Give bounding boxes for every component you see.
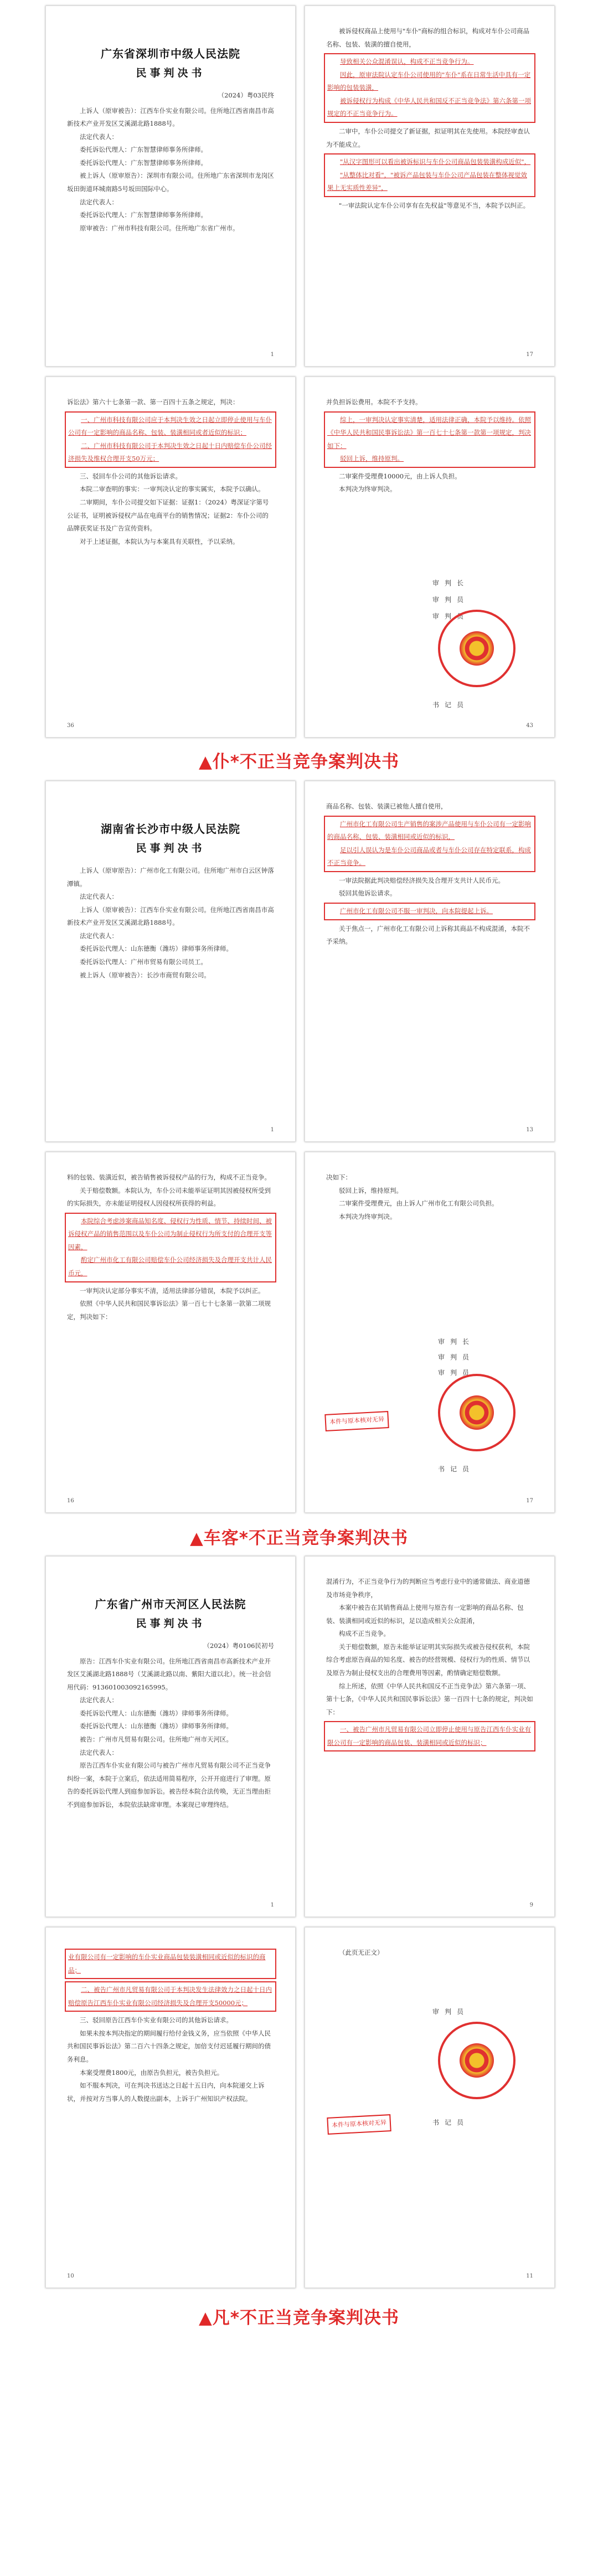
paragraph: 二审案件受理费元，由上诉人广州市化工有限公司负担。 [339,1199,498,1208]
paragraph: 商品名称、包装、装潢已被他人擅自使用， [326,802,447,810]
page-number: 17 [526,1497,533,1504]
paragraph: 原告：江西车仆实业有限公司。住所地江西省南昌市高新技术产业开发区艾溪湖北路1888号（艾溪湖北路以南、紫阳大道以北）。统一社会信用代码：913601003092165995。 [67,1657,271,1691]
paragraph: 委托诉讼代理人：广东智慧律师事务所律师。 [80,211,207,219]
s1-page4 [305,377,555,738]
page-number: 36 [67,722,74,729]
s1-page2 [305,6,555,367]
court-seal [438,610,515,687]
paragraph: 本案受理费1800元，由原告负担元，被告负担元。 [80,2068,224,2077]
signature-clerk: 书记员 [438,1465,475,1473]
paragraph: 本判决为终审判决。 [339,1212,396,1220]
highlighted-paragraph: 本院综合考虑涉案商品知名度、侵权行为性质、情节、持续时间、被诉侵权产品的销售范围以及车仆公司为制止侵权行为所支付的合理开支等因素， [68,1217,272,1251]
section-banner: ▲车客*不正当竞争案判决书 [189,1528,409,1548]
signature-judge-chief: 审判长 [432,579,470,587]
paragraph: 上诉人（原审被告）：江西车仆实业有限公司。住所地江西省南昌市高新技术产业开发区艾溪湖北路1888号。 [67,905,274,927]
highlighted-paragraph: 足以引人误认为是车仆公司商品或者与车仆公司存在特定联系，构成不正当竞争。 [327,846,531,867]
highlighted-paragraph: 因此，原审法院认定车仆公司使用的"车仆"系在日常生活中具有一定影响的包装装潢， [327,70,531,92]
court-name: 广东省广州市天河区人民法院 [95,1598,246,1611]
highlight-box [65,411,276,468]
paragraph: 上诉人（原审原告）：广州市化工有限公司。住所地广州市白云区钟落潭镇。 [67,867,274,888]
page-number: 1 [270,1126,274,1133]
paragraph: 法定代表人： [80,1696,118,1704]
signature-judge: 审判员 [438,1369,475,1377]
paragraph: 关于赔偿数额，原告未能举证证明其实际损失或被告侵权获利，本院综合考虑原告商品的知名度、被告的经营规模、侵权行为的性质、情节以及原告为制止侵权支出的合理费用等因素，酌情确定赔偿数额。 [326,1642,530,1677]
national-emblem-icon [460,631,494,666]
paragraph: 关于赔偿数额。本院认为，车仆公司未能举证证明其因被侵权所受到的实际损失，亦未能证明侵权人因侵权所获得的利益。 [67,1186,271,1208]
paragraph: 法定代表人： [80,1748,118,1756]
highlight-box [324,411,535,468]
highlighted-paragraph: 二、广州市科技有限公司于本判决生效之日起十日内赔偿车仆公司经济损失及维权合理开支50万元； [68,441,272,463]
highlighted-paragraph: 酌定广州市化工有限公司赔偿车仆公司经济损失及合理开支共计人民币元， [68,1256,272,1277]
court-seal [438,2022,515,2099]
highlighted-paragraph: 广州市化工有限公司生产销售的案涉产品使用与车仆公司有一定影响的商品名称、包装、装潢相同或近似的标识， [327,820,531,841]
s2-page4 [305,1152,555,1513]
paragraph: 委托诉讼代理人：广东智慧律师事务所律师。 [80,158,207,167]
paragraph: 二审中，车仆公司提交了新证据，拟证明其在先使用。本院经审查认为不能成立。 [326,127,530,148]
page-number: 43 [526,722,533,729]
s3-page2 [305,1556,555,1917]
document-type: 民事判决书 [136,842,205,854]
paragraph: 本院二审查明的事实：一审判决认定的事实属实，本院予以确认。 [80,485,265,493]
paragraph: 一审法院据此判决赔偿经济损失及合理开支共计人民币元。 [339,876,504,884]
paragraph: 委托诉讼代理人：山东德衡（潍坊）律师事务所律师。 [80,1709,233,1717]
paragraph: 依照《中华人民共和国民事诉讼法》第一百七十七条第一款第二项规定，判决如下： [67,1300,271,1321]
paragraph: 二审期间，车仆公司提交如下证据：证据1：（2024）粤深证字第号公证书，证明被诉侵权产品在电商平台的销售情况；证据2：车仆公司的品牌获奖证书及广告宣传资料。 [67,498,269,533]
signature-judge: 审判员 [432,612,470,620]
paragraph: 并负担诉讼费用。本院不予支持。 [326,398,422,406]
page-number: 13 [526,1126,533,1133]
paragraph: 综上所述，依照《中华人民共和国反不正当竞争法》第六条第一项、第十七条，《中华人民共和国民事诉讼法》第一百四十七条的规定，判决如下： [326,1682,533,1716]
document-type: 民事判决书 [136,67,205,79]
paragraph: 二审案件受理费10000元，由上诉人负担。 [339,472,461,480]
s1-page3 [45,377,296,738]
national-emblem-icon [460,1395,494,1430]
paragraph: 委托诉讼代理人：广东智慧律师事务所律师。 [80,146,207,154]
s2-page1 [45,781,296,1142]
signature-judge: 审判员 [432,2008,470,2016]
signature-clerk: 书记员 [432,2119,470,2126]
paragraph: 原审被告：广州市科技有限公司。住所地广东省广州市。 [80,224,239,232]
highlighted-paragraph: 导致相关公众混淆误认，构成不正当竞争行为。 [340,58,474,66]
court-seal [438,1374,515,1451]
paragraph: 原告江西车仆实业有限公司与被告广州市凡贸易有限公司不正当竞争纠纷一案，本院于立案后，依法适用简易程序，公开开庭进行了审理。原告的委托诉讼代理人到庭参加诉讼。被告经本院合法传唤，无正当理由拒不到庭参加诉讼，本院依法缺席审理。本案现已审理终结。 [67,1761,271,1809]
paragraph: 被上诉人（原审被告）：长沙市商贸有限公司。 [80,971,210,979]
signature-clerk: 书记员 [432,701,470,709]
paragraph: 混淆行为，不正当竞争行为的判断应当考虑行业中的通常做法、商业道德及市场竞争秩序， [326,1578,530,1599]
case-number: （2024）粤03民终 [218,91,274,99]
highlight-box [324,816,535,872]
highlight-box [324,903,535,920]
page-number: 11 [526,2273,533,2279]
document-type: 民事判决书 [136,1617,205,1630]
s3-page1 [45,1556,296,1917]
paragraph: 料的包装、装潢近似，被告销售被诉侵权产品的行为，构成不正当竞争。 [67,1173,271,1181]
paragraph: 法定代表人： [80,893,118,901]
highlight-box [324,1721,535,1751]
page-number: 16 [67,1497,74,1504]
page-number: 1 [270,1902,274,1908]
paragraph: 本案中被告在其销售商品上使用与原告有一定影响的商品名称、包装、装潢相同或近似的标识，足以造成相关公众混淆， [326,1604,524,1625]
highlighted-paragraph: 综上，一审判决认定事实清楚，适用法律正确，本院予以维持。依照《中华人民共和国民事诉讼法》第一百七十七条第一款第一项规定，判决如下： [327,415,531,450]
paragraph: 如不服本判决，可在判决书送达之日起十五日内，向本院递交上诉状，并按对方当事人的人数提出副本，上诉于广州知识产权法院。 [67,2082,265,2103]
case-number: （2024）粤0106民初号 [203,1642,274,1650]
paragraph: 驳回其他诉讼请求。 [339,889,396,898]
paragraph: 法定代表人： [80,198,118,206]
page-number: 10 [67,2273,74,2279]
court-name: 广东省深圳市中级人民法院 [101,47,240,60]
verification-stamp: 本件与原本核对无异 [324,1411,389,1431]
paragraph: 本判决为终审判决。 [339,485,396,493]
paragraph: 诉讼法》第六十七条第一款、第一百四十五条之规定，判决： [67,398,239,406]
highlight-box [324,153,535,197]
section-banner: ▲凡*不正当竞争案判决书 [198,2308,400,2328]
national-emblem-icon [460,2043,494,2078]
highlight-box [65,1949,276,1979]
paragraph: 构成不正当竞争。 [339,1630,390,1638]
s2-page2 [305,781,555,1142]
paragraph: 被上诉人（原审原告）：深圳市有限公司。住所地广东省深圳市龙岗区坂田街道环城南路5号坂田国际中心。 [67,172,274,193]
page-number: 17 [526,351,533,358]
paragraph: 上诉人（原审被告）：江西车仆实业有限公司。住所地江西省南昌市高新技术产业开发区艾溪湖北路1888号。 [67,106,274,128]
paragraph: 对于上述证据，本院认为与本案具有关联性，予以采纳。 [80,537,239,545]
highlighted-paragraph: "从整体比对看"，"被诉产品包装与车仆公司产品包装在整体视觉效果上无实质性差异"， [327,171,527,192]
section-banner: ▲仆*不正当竞争案判决书 [198,752,400,772]
highlighted-paragraph: 被诉侵权行为构成《中华人民共和国反不正当竞争法》第六条第一项规定的不正当竞争行为。 [327,96,531,118]
page-number: 9 [529,1902,533,1908]
paragraph: 如果未按本判决指定的期间履行给付金钱义务，应当依照《中华人民共和国民事诉讼法》第二百六十四条之规定，加倍支付迟延履行期间的债务利息。 [67,2029,271,2063]
highlighted-paragraph: "从汉字图形可以看出被诉标识与车仆公司商品包装装潢构成近似"， [340,158,531,166]
paragraph: 三、驳回原告江西车仆实业有限公司的其他诉讼请求。 [80,2016,233,2024]
paragraph: 法定代表人： [80,132,118,141]
s1-page1 [45,6,296,367]
signature-judge-chief: 审判长 [438,1338,475,1346]
paragraph: 被告：广州市凡贸易有限公司。住所地广州市天河区。 [80,1735,233,1743]
highlighted-paragraph: 一、广州市科技有限公司应于本判决生效之日起立即停止使用与车仆公司有一定影响的商品名称、包装、装潢相同或者近似的标识； [68,415,272,437]
paragraph: 委托诉讼代理人：山东德衡（潍坊）律师事务所律师。 [80,945,233,953]
court-name: 湖南省长沙市中级人民法院 [101,822,240,836]
signature-judge: 审判员 [432,596,470,604]
s2-page3 [45,1152,296,1513]
paragraph: 关于焦点一，广州市化工有限公司上诉称其商品不构成混淆，本院不予采纳。 [326,924,530,946]
signature-judge: 审判员 [438,1353,475,1361]
paragraph: "一审法院认定车仆公司享有在先权益"等意见不当，本院予以纠正。 [339,201,530,209]
highlighted-paragraph: 一、被告广州市凡贸易有限公司立即停止使用与原告江西车仆实业有限公司有一定影响的商品包装、装潢相同或近似的标识； [327,1725,531,1746]
paragraph: 三、驳回车仆公司的其他诉讼请求。 [80,472,182,480]
paragraph: 一审判决认定部分事实不清，适用法律部分错误，本院予以纠正。 [80,1286,265,1295]
highlighted-paragraph: 驳回上诉，维持原判。 [340,455,404,463]
paragraph: 驳回上诉，维持原判。 [339,1186,403,1194]
paragraph: 委托诉讼代理人：广州市贸易有限公司员工。 [80,957,207,966]
verification-stamp: 本件与原本核对无异 [327,2114,391,2135]
highlight-box [324,53,535,123]
highlight-box [65,1981,276,2012]
paragraph: 被诉侵权商品上使用与"车仆"商标的组合标识，构成对车仆公司商品名称、包装、装潢的擅自使用， [326,27,530,48]
page-number: 1 [270,351,274,358]
highlighted-paragraph: 业有限公司有一定影响的车仆实业商品包装装潢相同或近似的标识的商品； [68,1953,266,1974]
paragraph: 委托诉讼代理人：山东德衡（潍坊）律师事务所律师。 [80,1722,233,1730]
highlight-box [65,1213,276,1282]
s3-page3 [45,1927,296,2288]
page-header: （此页无正文） [339,1949,384,1956]
s3-page4 [305,1927,555,2288]
paragraph: 决如下： [326,1173,352,1181]
highlighted-paragraph: 二、被告广州市凡贸易有限公司于本判决发生法律效力之日起十日内赔偿原告江西车仆实业有限公司经济损失及合理开支50000元； [68,1986,272,2007]
paragraph: 法定代表人： [80,931,118,940]
highlighted-paragraph: 广州市化工有限公司不服一审判决，向本院提起上诉。 [340,906,493,915]
